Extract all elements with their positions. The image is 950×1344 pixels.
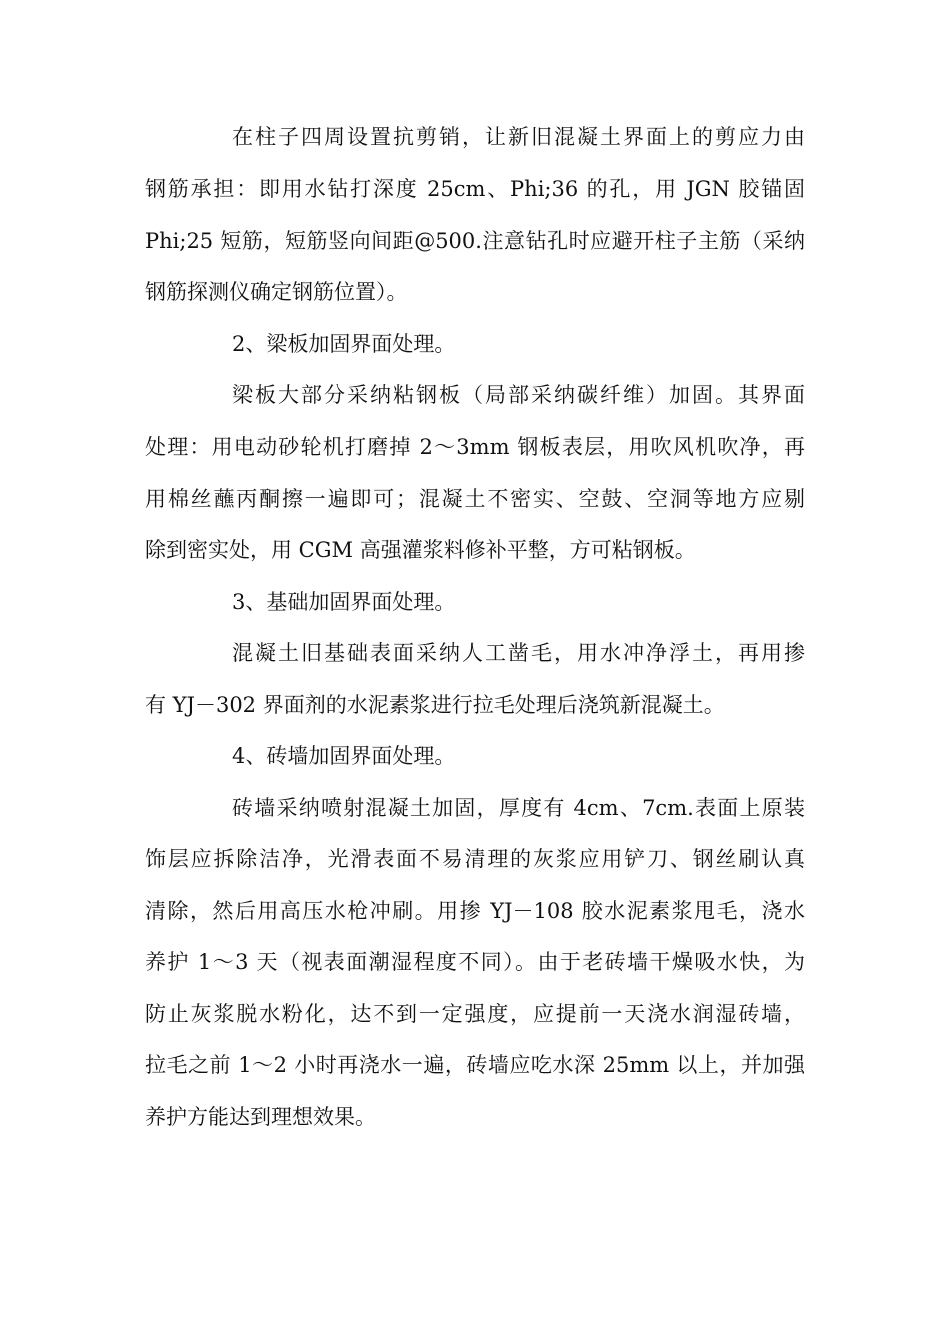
paragraph-1-line-3: Phi;25 短筋，短筋竖向间距@500.注意钻孔时应避开柱子主筋（采纳 [145, 229, 805, 253]
paragraph-1-line-1: 在柱子四周设置抗剪销，让新旧混凝土界面上的剪应力由 [232, 125, 805, 149]
paragraph-2-line-3: 用棉丝蘸丙酮擦一遍即可；混凝土不密实、空鼓、空洞等地方应剔 [145, 487, 805, 511]
paragraph-4-line-1: 砖墙采纳喷射混凝土加固，厚度有 4cm、7cm.表面上原装 [232, 796, 805, 820]
paragraph-3-line-2: 有 YJ－302 界面剂的水泥素浆进行拉毛处理后浇筑新混凝土。 [145, 693, 725, 717]
paragraph-2-line-4: 除到密实处，用 CGM 高强灌浆料修补平整，方可粘钢板。 [145, 538, 696, 562]
paragraph-3-line-1: 混凝土旧基础表面采纳人工凿毛，用水冲净浮土，再用掺 [232, 641, 805, 665]
paragraph-1-line-2: 钢筋承担：即用水钻打深度 25cm、Phi;36 的孔，用 JGN 胶锚固 [145, 177, 805, 201]
paragraph-4-line-3: 清除，然后用高压水枪冲刷。用掺 YJ－108 胶水泥素浆甩毛，浇水 [145, 899, 805, 923]
section-heading-4: 4、砖墙加固界面处理。 [232, 744, 456, 768]
section-heading-2: 2、梁板加固界面处理。 [232, 332, 456, 356]
paragraph-2-line-1: 梁板大部分采纳粘钢板（局部采纳碳纤维）加固。其界面 [232, 383, 805, 407]
paragraph-4-line-7: 养护方能达到理想效果。 [145, 1105, 376, 1129]
paragraph-2-line-2: 处理：用电动砂轮机打磨掉 2～3mm 钢板表层，用吹风机吹净，再 [145, 435, 805, 459]
paragraph-4-line-6: 拉毛之前 1～2 小时再浇水一遍，砖墙应吃水深 25mm 以上，并加强 [145, 1053, 805, 1077]
paragraph-4-line-2: 饰层应拆除洁净，光滑表面不易清理的灰浆应用铲刀、钢丝刷认真 [145, 847, 805, 871]
paragraph-1-line-4: 钢筋探测仪确定钢筋位置）。 [145, 280, 408, 304]
paragraph-4-line-5: 防止灰浆脱水粉化，达不到一定强度，应提前一天浇水润湿砖墙， [145, 1002, 805, 1026]
paragraph-4-line-4: 养护 1～3 天（视表面潮湿程度不同）。由于老砖墙干燥吸水快，为 [145, 950, 805, 974]
section-heading-3: 3、基础加固界面处理。 [232, 590, 456, 614]
